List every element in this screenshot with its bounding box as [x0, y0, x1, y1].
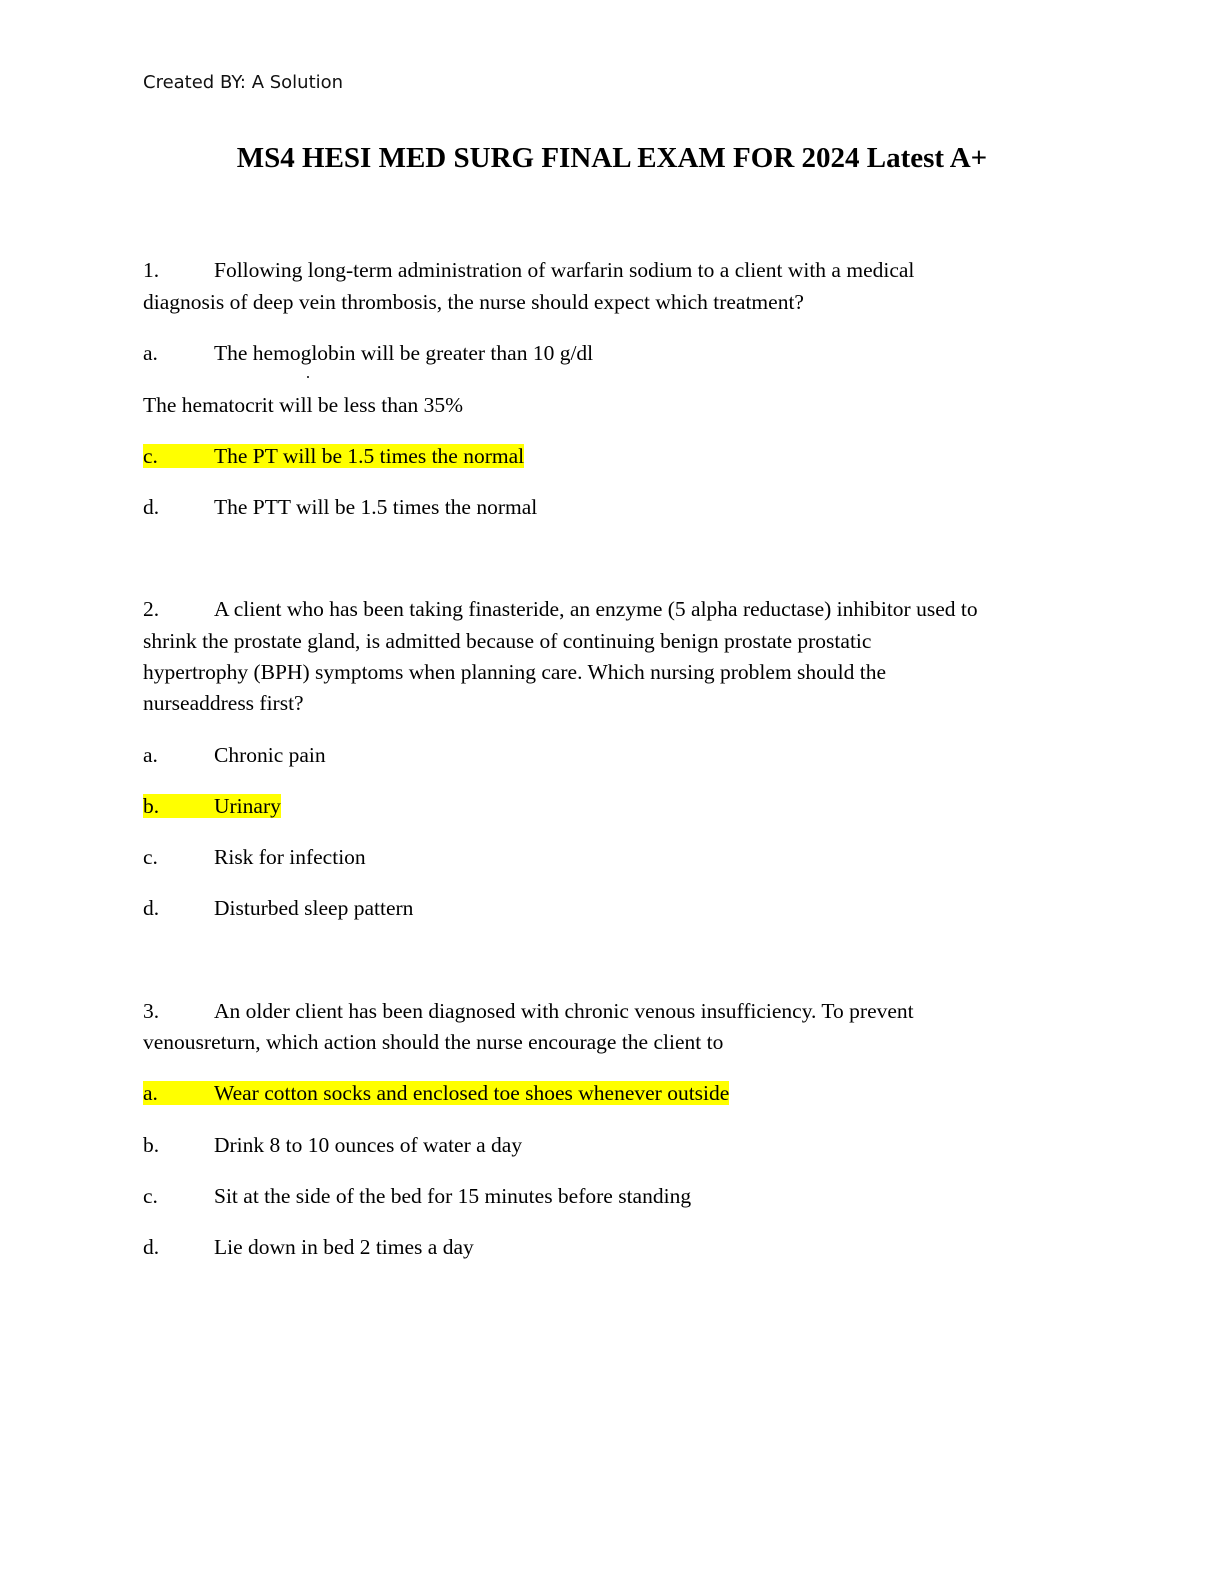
question-3-option-c — [143, 1183, 691, 1209]
option-letter: b. — [143, 1133, 160, 1157]
question-3-stem-line-2: venousreturn, which action should the nurse encourage the client to — [143, 1030, 724, 1054]
option-text: Sit at the side of the bed for 15 minutes before standing — [214, 1184, 692, 1208]
question-2-stem-text-1: A client who has been taking finasteride, an enzyme (5 alpha reductase) inhibitor used to — [214, 597, 978, 621]
document-title: MS4 HESI MED SURG FINAL EXAM FOR 2024 Latest A+ — [236, 142, 988, 174]
question-1-option-a — [143, 340, 593, 366]
option-text: Chronic pain — [214, 743, 326, 767]
option-letter: b. — [143, 794, 160, 818]
question-2-stem-line-4: nurseaddress first? — [143, 691, 304, 715]
option-letter: d. — [143, 1235, 160, 1259]
question-3-stem-line-1 — [143, 998, 914, 1024]
question-2-option-a — [143, 742, 326, 768]
option-text: Risk for infection — [214, 845, 366, 869]
option-letter: d. — [143, 495, 160, 519]
option-text: Drink 8 to 10 ounces of water a day — [214, 1133, 523, 1157]
question-3-number: 3. — [143, 999, 160, 1023]
stray-mark — [307, 376, 309, 378]
question-3-stem-text-1: An older client has been diagnosed with chronic venous insufficiency. To prevent — [214, 999, 914, 1023]
question-2-option-c — [143, 844, 366, 870]
option-text: The PTT will be 1.5 times the normal — [214, 495, 538, 519]
question-3-option-a-answer — [143, 1080, 729, 1106]
option-letter: a. — [143, 1081, 158, 1105]
header-credit: Created BY: A Solution — [143, 72, 344, 93]
question-2-stem-line-1 — [143, 596, 978, 622]
option-text: Wear cotton socks and enclosed toe shoes whenever outside — [214, 1081, 730, 1105]
question-1-option-d — [143, 494, 537, 520]
option-letter: a. — [143, 341, 158, 365]
option-letter: c. — [143, 444, 158, 468]
option-letter: a. — [143, 743, 158, 767]
question-2-stem-line-2: shrink the prostate gland, is admitted because of continuing benign prostate prostatic — [143, 629, 872, 653]
question-2-option-b-answer — [143, 793, 281, 819]
question-1-stem-line-2: diagnosis of deep vein thrombosis, the nurse should expect which treatment? — [143, 290, 804, 314]
option-text: Lie down in bed 2 times a day — [214, 1235, 474, 1259]
question-1-option-b: The hematocrit will be less than 35% — [143, 393, 464, 417]
question-1-option-c-answer — [143, 443, 524, 469]
question-1-stem-line-1 — [143, 257, 914, 283]
question-1-stem-text-1: Following long-term administration of warfarin sodium to a client with a medical — [214, 258, 915, 282]
question-3-option-b — [143, 1132, 522, 1158]
option-letter: c. — [143, 845, 158, 869]
question-2-option-d — [143, 895, 413, 921]
option-text: Disturbed sleep pattern — [214, 896, 414, 920]
question-2-number: 2. — [143, 597, 160, 621]
question-1-number: 1. — [143, 258, 160, 282]
question-2-stem-line-3: hypertrophy (BPH) symptoms when planning care. Which nursing problem should the — [143, 660, 887, 684]
option-text: The hemoglobin will be greater than 10 g/dl — [214, 341, 594, 365]
question-3-option-d — [143, 1234, 474, 1260]
option-text: Urinary — [214, 794, 281, 818]
option-text: The PT will be 1.5 times the normal — [214, 444, 525, 468]
option-letter: c. — [143, 1184, 158, 1208]
option-letter: d. — [143, 896, 160, 920]
